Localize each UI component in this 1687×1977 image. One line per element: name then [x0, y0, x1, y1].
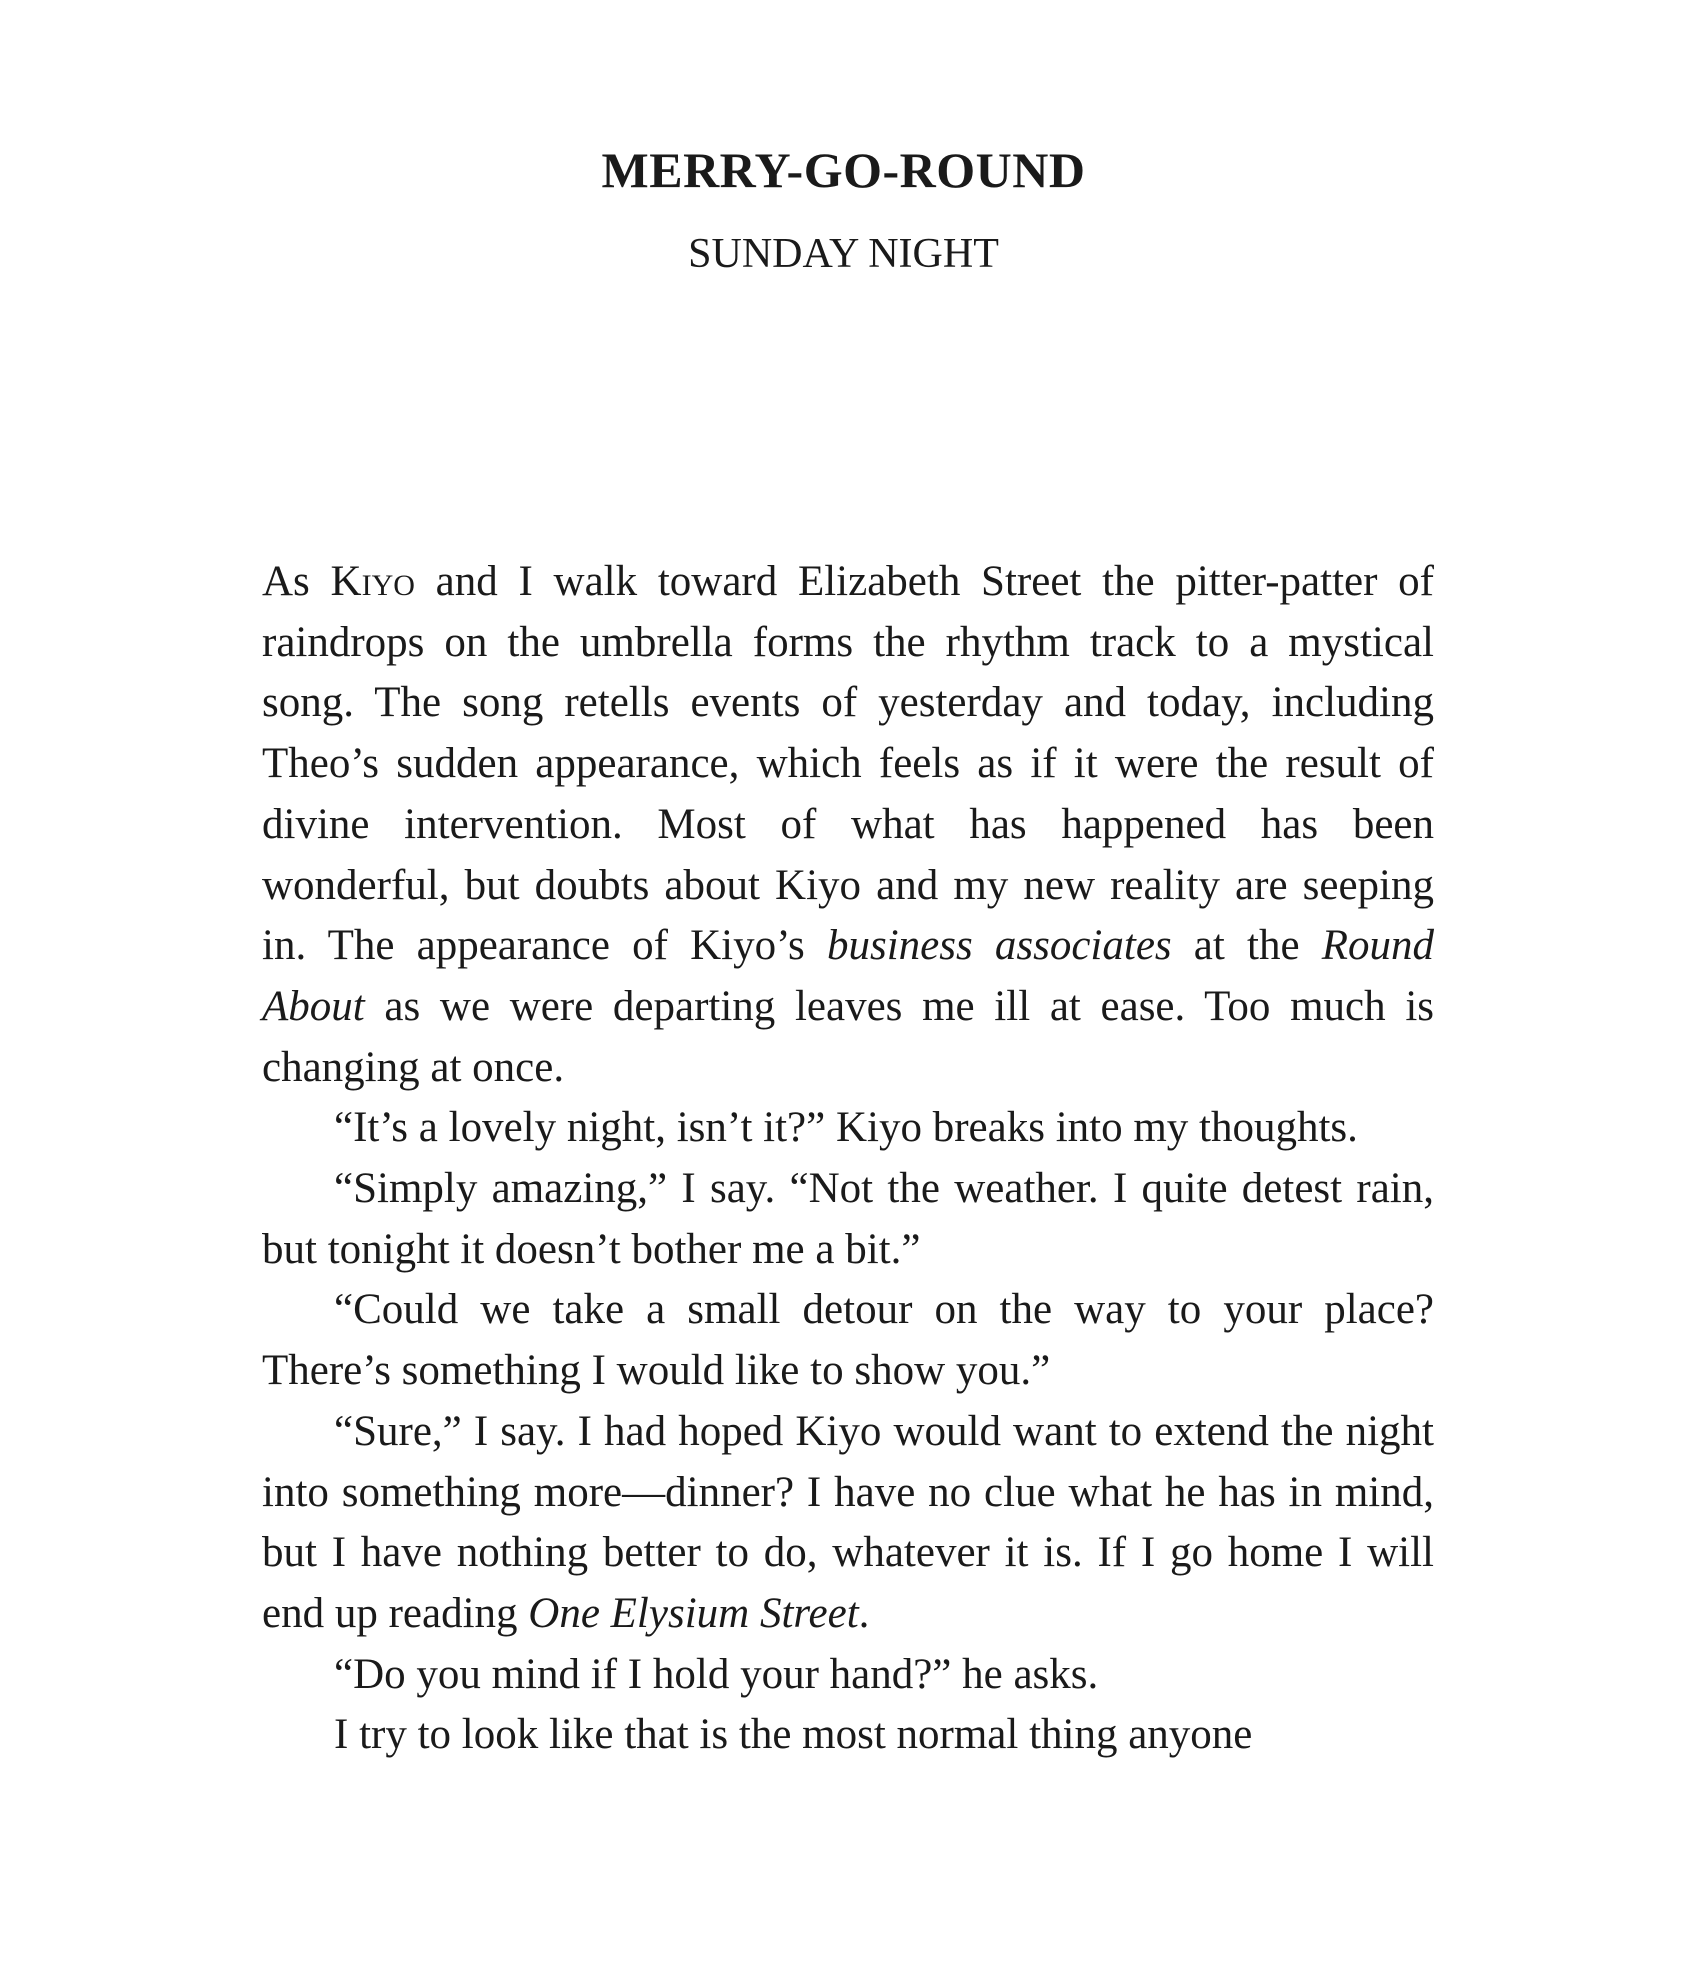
text-run: “Sure,” I say. I had hoped Kiyo would want to extend the night into something more—dinner? I have no clue what he has in mind, but I have nothing better to do, whatever it is. If I go home I will end up reading: [262, 1407, 1434, 1637]
chapter-title: MERRY-GO-ROUND: [601, 142, 1086, 198]
body-text: [262, 552, 1434, 1766]
text-run: and I walk toward Elizabeth Street the pitter-patter of raindrops on the umbrella forms the rhythm track to a mystical song. The song retells events of yesterday and today, including Theo’s sudden appearance, which feels as if it were the result of divine intervention. Most of what has happened has been wonderful, but doubts about Kiyo and my new reality are seeping in. The appearance of Kiyo’s: [262, 558, 1434, 970]
italic-title: One Elysium Street: [528, 1589, 859, 1637]
italic-title: Round About: [262, 922, 1434, 1030]
chapter-subtitle: SUNDAY NIGHT: [688, 231, 999, 277]
paragraph: [262, 1402, 1434, 1645]
text-run: as we were departing leaves me ill at ease. Too much is changing at once.: [262, 982, 1434, 1091]
paragraph: “Simply amazing,” I say. “Not the weather. I quite detest rain, but tonight it doesn’t bother me a bit.”: [262, 1165, 1434, 1273]
small-caps-name: Kiyo: [330, 558, 415, 605]
paragraph: “Do you mind if I hold your hand?” he asks.: [334, 1650, 1099, 1698]
italic-phrase: business associates: [826, 922, 1172, 970]
paragraph: “It’s a lovely night, isn’t it?” Kiyo breaks into my thoughts.: [334, 1104, 1358, 1152]
paragraph: “Could we take a small detour on the way to your place? There’s something I would like to show you.”: [262, 1286, 1434, 1395]
text-run: at the: [1171, 922, 1322, 970]
text-run: As: [262, 558, 331, 605]
paragraph: [262, 552, 1434, 1098]
paragraph: I try to look like that is the most normal thing anyone: [334, 1711, 1253, 1759]
text-run: .: [858, 1589, 870, 1637]
